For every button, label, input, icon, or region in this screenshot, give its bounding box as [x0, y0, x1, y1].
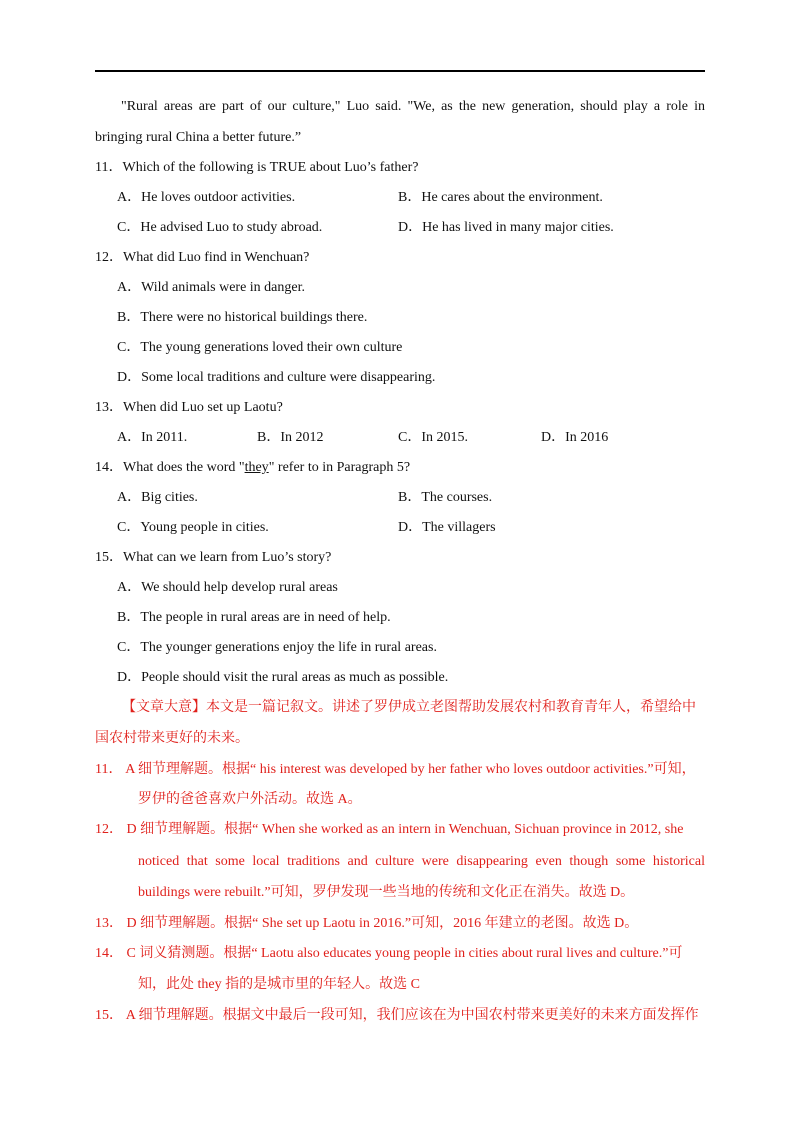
- q15-option-a: A．We should help develop rural areas: [117, 580, 338, 595]
- q14-option-a: A．Big cities.: [117, 490, 198, 505]
- q15-option-b: B．The people in rural areas are in need of help.: [117, 610, 391, 625]
- q11-option-c: C．He advised Luo to study abroad.: [117, 220, 323, 235]
- answer-15-line-1: 15． A 细节理解题。根据文中最后一段可知，我们应该在为中国农村带来更美好的未来方面发挥作: [95, 1008, 699, 1023]
- q13-option-b: B．In 2012: [257, 430, 324, 445]
- answer-12-line-1: 12． D 细节理解题。根据“ When she worked as an intern in Wenchuan, Sichuan province in 2012, she: [95, 822, 684, 837]
- passage-line-1: "Rural areas are part of our culture," Luo said. "We, as the new generation, should play a role in: [121, 99, 705, 114]
- q12-option-c: C．The young generations loved their own culture: [117, 340, 403, 355]
- q13-option-c: C．In 2015.: [398, 430, 468, 445]
- question-14-stem: [95, 458, 705, 478]
- q11-option-a: A．He loves outdoor activities.: [117, 190, 296, 205]
- summary-line-1: 【文章大意】本文是一篇记叙文。讲述了罗伊成立老图帮助发展农村和教育青年人，希望给中: [122, 700, 696, 715]
- q14-stem-prefix: 14．What does the word ": [95, 460, 245, 475]
- summary-line-2: 国农村带来更好的未来。: [95, 731, 249, 746]
- question-13-stem: 13．When did Luo set up Laotu?: [95, 400, 283, 415]
- answer-11-line-2: 罗伊的爸爸喜欢户外活动。故选 A。: [138, 792, 362, 807]
- q14-option-b: B．The courses.: [398, 490, 493, 505]
- q11-option-b: B．He cares about the environment.: [398, 190, 603, 205]
- q11-option-d: D．He has lived in many major cities.: [398, 220, 614, 235]
- q12-option-d: D．Some local traditions and culture were disappearing.: [117, 370, 436, 385]
- question-11-stem: 11．Which of the following is TRUE about Luo’s father?: [95, 160, 419, 175]
- answer-12-line-3: buildings were rebuilt.”可知，罗伊发现一些当地的传统和文化正在消失。故选 D。: [138, 885, 635, 900]
- q12-option-b: B．There were no historical buildings there.: [117, 310, 368, 325]
- q14-option-d: D．The villagers: [398, 520, 496, 535]
- q12-option-a: A．Wild animals were in danger.: [117, 280, 305, 295]
- q14-underlined-word: they: [244, 460, 269, 475]
- answer-14-line-2: 知，此处 they 指的是城市里的年轻人。故选 C: [138, 977, 420, 992]
- q13-option-d: D．In 2016: [541, 430, 609, 445]
- q15-option-d: D．People should visit the rural areas as much as possible.: [117, 670, 449, 685]
- q14-option-c: C．Young people in cities.: [117, 520, 269, 535]
- answer-12-line-2: noticed that some local traditions and culture were disappearing even though some historical: [138, 854, 705, 869]
- answer-14-line-1: 14． C 词义猜测题。根据“ Laotu also educates young people in cities about rural lives and culture.”可: [95, 946, 683, 961]
- answer-11-line-1: 11． A 细节理解题。根据“ his interest was developed by her father who loves outdoor activities.”可知，: [95, 762, 696, 777]
- passage-line-2: bringing rural China a better future.”: [95, 130, 302, 145]
- question-15-stem: 15．What can we learn from Luo’s story?: [95, 550, 332, 565]
- header-rule: [95, 70, 705, 72]
- q13-option-a: A．In 2011.: [117, 430, 188, 445]
- q15-option-c: C．The younger generations enjoy the life in rural areas.: [117, 640, 437, 655]
- q14-stem-suffix: " refer to in Paragraph 5?: [268, 460, 411, 475]
- question-12-stem: 12．What did Luo find in Wenchuan?: [95, 250, 310, 265]
- answer-13-line-1: 13． D 细节理解题。根据“ She set up Laotu in 2016.”可知，2016 年建立的老图。故选 D。: [95, 916, 639, 931]
